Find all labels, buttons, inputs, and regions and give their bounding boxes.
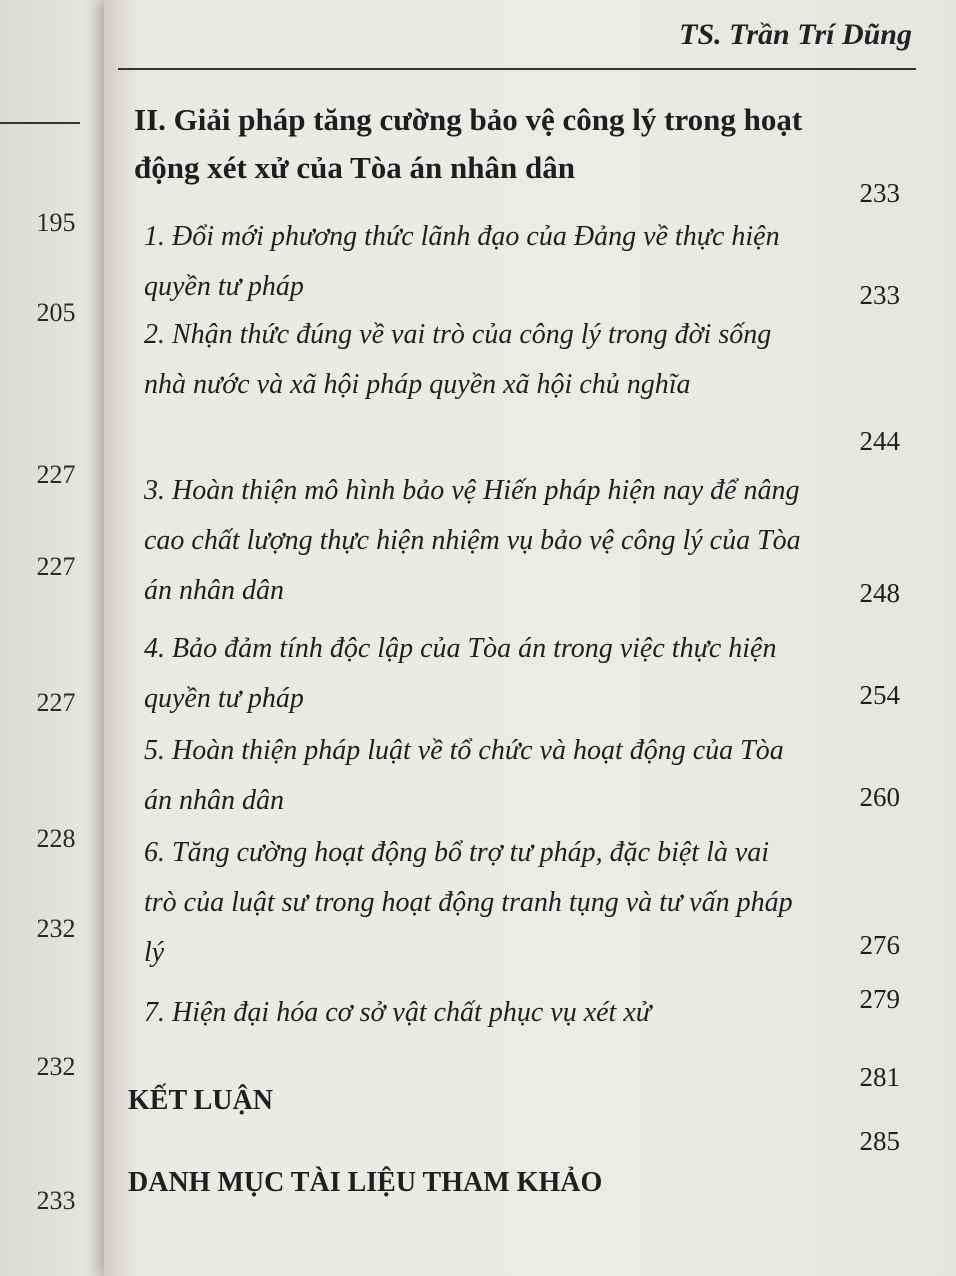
toc-entry: 7. Hiện đại hóa cơ sở vật chất phục vụ xét xử bbox=[144, 997, 652, 1028]
left-page-number: 233 bbox=[36, 1186, 76, 1215]
toc-entry-page: 254 bbox=[859, 680, 900, 710]
left-page-number: 227 bbox=[36, 552, 76, 581]
left-page-number: 195 bbox=[36, 208, 76, 237]
toc-entry: 5. Hoàn thiện pháp luật về tổ chức và hoạt động của Tòa án nhân dân bbox=[144, 735, 784, 816]
toc-entry-page: 248 bbox=[859, 578, 900, 608]
header-rule bbox=[118, 68, 916, 70]
toc-page bbox=[104, 0, 956, 1276]
toc-entry-page: 279 bbox=[859, 984, 900, 1014]
toc-entry: 3. Hoàn thiện mô hình bảo vệ Hiến pháp hiện nay để nâng cao chất lượng thực hiện nhiệm vụ bảo vệ công lý của Tòa án nhân dân bbox=[144, 475, 801, 606]
toc-entry-page: 233 bbox=[859, 280, 900, 310]
toc-section-heading: II. Giải pháp tăng cường bảo vệ công lý trong hoạt động xét xử của Tòa án nhân dân bbox=[134, 102, 803, 185]
toc-entry: 2. Nhận thức đúng về vai trò của công lý trong đời sống nhà nước và xã hội pháp quyền xã hội chủ nghĩa bbox=[144, 319, 772, 400]
left-page-number: 227 bbox=[36, 688, 76, 717]
running-header-author: TS. Trần Trí Dũng bbox=[679, 18, 912, 51]
toc-entry: 4. Bảo đảm tính độc lập của Tòa án trong việc thực hiện quyền tư pháp bbox=[144, 633, 777, 714]
left-page-number: 232 bbox=[36, 1052, 76, 1081]
left-page bbox=[0, 0, 120, 1276]
left-page-number: 227 bbox=[36, 460, 76, 489]
toc-entry-page: 260 bbox=[859, 782, 900, 812]
toc-entry: 1. Đổi mới phương thức lãnh đạo của Đảng về thực hiện quyền tư pháp bbox=[144, 221, 780, 302]
toc-conclusion-page: 281 bbox=[859, 1062, 900, 1092]
toc-entry: 6. Tăng cường hoạt động bổ trợ tư pháp, đặc biệt là vai trò của luật sư trong hoạt động tranh tụng và tư vấn pháp lý bbox=[144, 837, 793, 968]
toc-entry-page: 276 bbox=[859, 930, 900, 960]
toc-references: DANH MỤC TÀI LIỆU THAM KHẢO bbox=[128, 1167, 603, 1198]
toc-references-page: 285 bbox=[859, 1126, 900, 1156]
toc-conclusion: KẾT LUẬN bbox=[128, 1085, 273, 1116]
left-page-number: 205 bbox=[36, 298, 76, 327]
toc-section-page: 233 bbox=[859, 178, 900, 208]
left-page-number: 232 bbox=[36, 914, 76, 943]
left-page-number: 228 bbox=[36, 824, 76, 853]
toc-entry-page: 244 bbox=[859, 426, 900, 456]
left-page-rule bbox=[0, 122, 80, 124]
